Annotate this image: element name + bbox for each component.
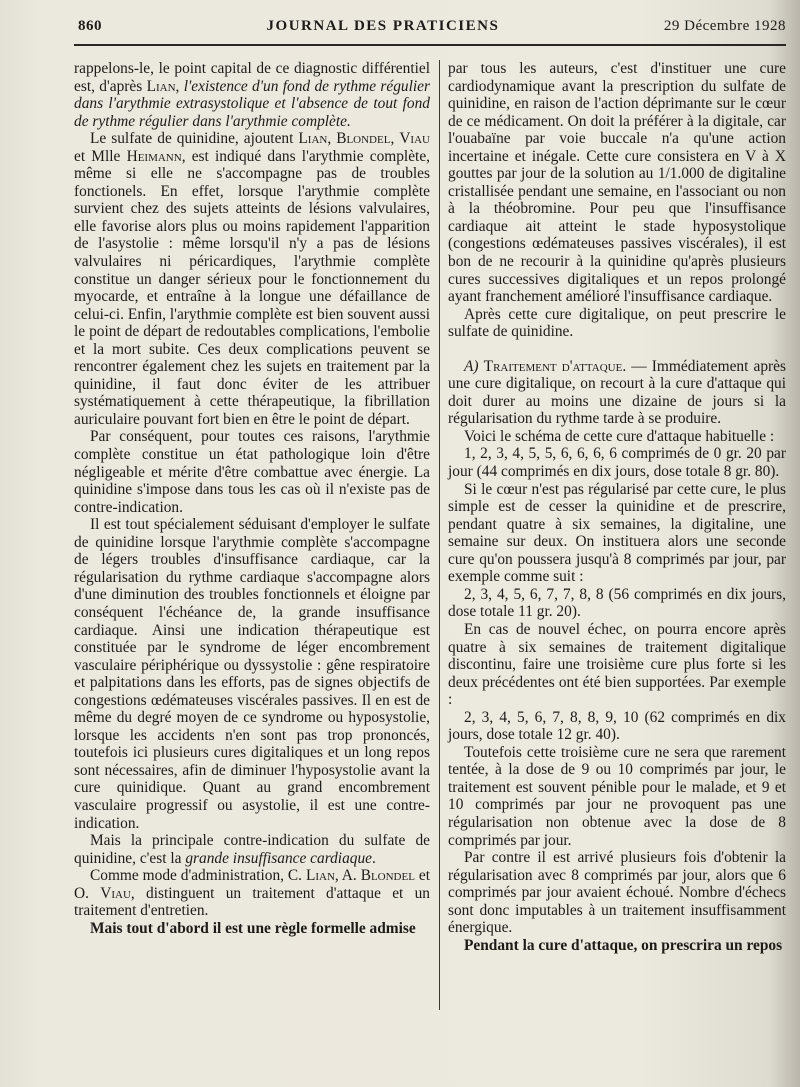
right-column [448,60,786,954]
section-heading-paragraph: A) Traitement d'attaque. — Immédiatement après une cure digitalique, on recourt à la cure d'attaque qui doit durer au moins une dizaine de jours si la régularisation du rythme tarde à se produire. [448,357,786,428]
author-name: Lian [305,867,335,885]
page-header [78,18,786,40]
author-name: Viau [100,884,131,902]
paragraph: Le sulfate de quinidine, ajoutent Lian, Blondel, Viau et Mlle Heimann, est indiqué dans l'arythmie complète, même si elle ne s'accompagne pas de troubles fonctionels. En effet, lorsque l'arythmie complète survient chez des sujets atteints de lésions valvulaires, elle favorise alors plus ou moins rapidement l'apparition de l'asystolie : même lorsqu'il n'y a pas de lésions valvulaires ni péricardiques, l'arythmie complète constitue un danger sérieux pour le fonctionnement du myocarde, et entraîne à la longue une défaillance de celui-ci. Enfin, l'arythmie complète est bien souvent aussi le point de départ de redoutables complications, l'embolie et la mort subite. Ces deux complications peuvent se rencontrer également chez les sujets en traitement par la quinidine, il faut donc éviter de les attribuer systématiquement à cette thérapeutique, la fibrillation auriculaire pouvant fort bien en être le point de départ. [74,130,430,428]
paragraph: par tous les auteurs, c'est d'instituer une cure cardiodynamique avant la prescription du sulfate de quinidine, en raison de l'action déprimante sur le cœur de ce médicament. On doit la préférer à la digitale, car l'ouabaïne par voie buccale n'a qu'une action incertaine et inégale. Cette cure consistera en V à X gouttes par jour de la solution au 1/1.000 de digitaline cristallisée pendant une semaine, en l'associant ou non à la théobromine. Pour peu que l'insuffisance cardiaque ait atteint le stade hyposystolique (congestions œdémateuses passives viscérales), il est bon de ne recourir à la quinidine qu'après plusieurs cures successives digitaliques et un repos prolongé ayant franchement amélioré l'insuffisance cardiaque. [448,60,786,306]
paragraph: Il est tout spécialement séduisant d'employer le sulfate de quinidine lorsque l'arythmie complète s'accompagne de légers troubles d'insuffisance cardiaque, car la régularisation du rythme cardiaque s'accompagne alors d'une diminution des troubles fonctionnels et éloigne par conséquent l'échéance de, la grande insuffisance cardiaque. Ainsi une indication thérapeutique est constituée par le syndrome de léger encombrement vasculaire périphérique ou dyssystolie : gêne respiratoire et palpitations dans les efforts, pas de signes objectifs de congestions œdémateuses viscérales passives. Il en est de même du degré moyen de ce syndrome ou hyposystolie, lorsque les accidents n'en sont pas trop prononcés, toutefois ici plusieurs cures digitaliques et un long repos sont nécessaires, afin de diminuer l'hyposystolie avant la cure quinidique. Quant au grand encombrement vasculaire progressif ou asystolie, il est une contre-indication. [74,516,430,832]
section-heading: Traitement d'attaque [483,357,623,375]
paragraph: Toutefois cette troisième cure ne sera que rarement tentée, à la dose de 9 ou 10 comprimés par jour, le traitement est souvent pénible pour le malade, et 9 et 10 comprimés par jour ne provoquent pas une régularisation non obtenue avec la dose de 8 comprimés par jour. [448,743,786,849]
author-name: Blondel [360,867,415,885]
author-name: Viau [399,130,430,148]
author-name: Lian [298,130,328,148]
journal-title: JOURNAL DES PRATICIENS [266,18,500,34]
dosage-schedule: 2, 3, 4, 5, 6, 7, 7, 8, 8 (56 comprimés en dix jours, dose totale 11 gr. 20). [448,585,786,621]
paragraph: Par conséquent, pour toutes ces raisons, l'arythmie complète constitue un état pathologique loin d'être négligeable et mérite d'être combattue avec énergie. La quinidine s'impose dans tous les cas où il n'existe pas de contre-indication. [74,428,430,516]
paragraph: Après cette cure digitalique, on peut prescrire le sulfate de quinidine. [448,305,786,341]
dosage-schedule: 2, 3, 4, 5, 6, 7, 8, 8, 9, 10 (62 comprimés en dix jours, dose totale 12 gr. 40). [448,708,786,744]
paragraph: Voici le schéma de cette cure d'attaque habituelle : [464,427,775,445]
issue-date: 29 Décembre 1928 [663,18,786,34]
paragraph: Par contre il est arrivé plusieurs fois d'obtenir la régularisation avec 8 comprimés par jour, alors que 6 comprimés par jour avaient échoué. Nombre d'échecs sont donc imputables à un traitement insuffisamment énergique. [448,849,786,937]
emphasis: l'existence d'un fond de rythme régulier dans l'arythmie extrasystolique et l'absence de tout fond de rythme régulier dans l'arythmie complète. [74,77,430,130]
column-divider [439,60,440,1010]
author-name: Blondel [336,130,391,148]
left-column [74,60,430,937]
paragraph: Mais la principale contre-indication du sulfate de quinidine, c'est la grande insuffisance cardiaque. [74,832,430,867]
page-number: 860 [78,18,102,34]
emphasis: grande insuffisance cardiaque [185,849,372,867]
paragraph: Comme mode d'administration, C. Lian, A. Blondel et O. Viau, distinguent un traitement d'attaque et un traitement d'entretien. [74,867,430,920]
author-name: Lian [146,77,176,95]
paragraph: Mais tout d'abord il est une règle formelle admise [90,919,416,937]
paragraph: Pendant la cure d'attaque, on prescrira un repos [464,936,783,954]
header-rule [74,44,786,46]
paragraph: Si le cœur n'est pas régularisé par cette cure, le plus simple est de cesser la quinidine et de prescrire, pendant quatre à six semaines, la digitaline, une semaine sur deux. On instituera alors une seconde cure qu'on poussera jusqu'à 8 comprimés par jour, par exemple comme suit : [448,480,786,586]
paragraph: rappelons-le, le point capital de ce diagnostic différentiel est, d'après Lian, l'existence d'un fond de rythme régulier dans l'arythmie extrasystolique et l'absence de tout fond de rythme régulier dans l'arythmie complète. [74,60,430,130]
author-name: Heimann [126,147,182,165]
dosage-schedule: 1, 2, 3, 4, 5, 5, 6, 6, 6, 6 comprimés de 0 gr. 20 par jour (44 comprimés en dix jours, dose totale 8 gr. 80). [448,445,786,481]
paragraph: En cas de nouvel échec, on pourra encore après quatre à six semaines de traitement digitalique discontinu, faire une troisième cure plus forte si les deux précédentes ont été bien supportées. Par exemple : [448,620,786,709]
